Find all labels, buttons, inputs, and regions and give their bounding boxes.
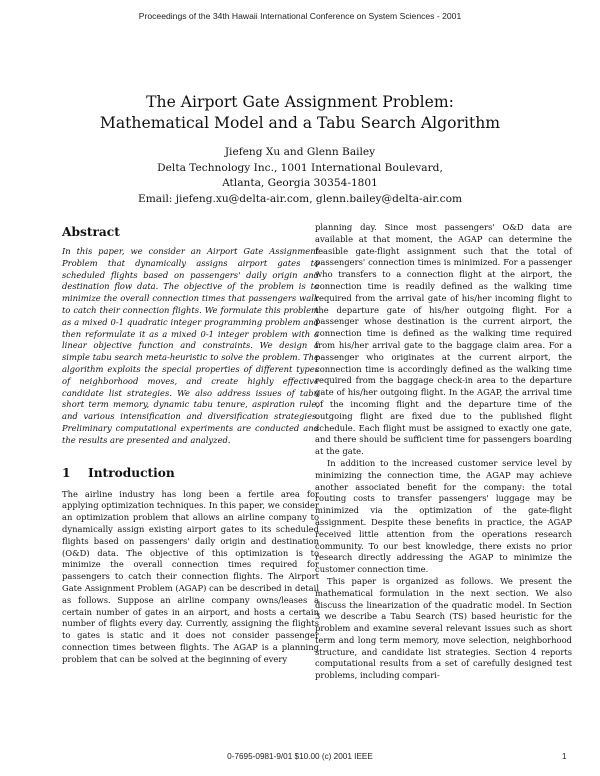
left-column xyxy=(62,222,319,666)
title-line-2: Mathematical Model and a Tabu Search Algorithm xyxy=(99,114,501,132)
author-address: Atlanta, Georgia 30354-1801 xyxy=(222,177,378,189)
author-email: Email: jiefeng.xu@delta-air.com, glenn.bailey@delta-air.com xyxy=(137,192,463,205)
author-block xyxy=(0,145,600,207)
intro-paragraph-1: The airline industry has long been a fertile area for applying optimization techniques. In this paper, we consider an optimization problem that allows an airline company to dynamically assign existing airport gates to its scheduled flights based on passengers' daily origin and destination (O&D) data. The objective of this optimization is to minimize the overall connection times required for passengers to catch their connection flights. The Airport Gate Assignment Problem (AGAP) can be described in detail as follows. Suppose an airline company owns/leases a certain number of gates in an airport, and hosts a certain number of flights every day. Currently, assigning the flights to gates is static and it does not consider passenger connection times between flights. The AGAP is a planning problem that can be solved at the beginning of every xyxy=(62,488,319,664)
section-heading xyxy=(62,465,319,481)
proceedings-header: Proceedings of the 34th Hawaii International Conference on System Sciences - 2001 xyxy=(138,11,462,21)
intro-paragraph-4: This paper is organized as follows. We present the mathematical formulation in the next section. We also discuss the linearization of the quadratic model. In Section 3 we describe a Tabu Search (TS) based heuristic for the problem and examine several relevant issues such as short term and long term memory, move selection, neighborhood structure, and candidate list strategies. Section 4 reports computational results from a set of carefully designed test problems, including compari- xyxy=(315,575,572,681)
intro-paragraph-2: planning day. Since most passengers' O&D data are available at that moment, the AGAP can determine the feasible gate-flight assignment such that the total of passengers' connection times is minimized. For a passenger who transfers to a connection flight at the airport, the connection time is readily defined as the walking time required from the arrival gate of his/her incoming flight to the departure gate of his/her outgoing flight. For a passenger whose destination is the current airport, the connection time is defined as the walking time required from his/her arrival gate to the baggage claim area. For a passenger who originates at the current airport, the connection time is accordingly defined as the walking time required from the baggage check-in area to the departure gate of his/her outgoing flight. In the AGAP, the arrival time of the incoming flight and the departure time of the outgoing flight are fixed due to the published flight schedule. Each flight must be assigned to exactly one gate, and there should be sufficient time for passengers boarding at the gate. xyxy=(315,222,572,457)
title-line-1: The Airport Gate Assignment Problem: xyxy=(146,93,454,111)
abstract-text: In this paper, we consider an Airport Gate Assignment Problem that dynamically assigns airport gates to scheduled flights based on passengers' daily origin and destination flow data. The objective of the problem is to minimize the overall connection times that passengers walk to catch their connection flights. We formulate this problem as a mixed 0-1 quadratic integer programming problem and then reformulate it as a mixed 0-1 integer problem with a linear objective function and constraints. We design a simple tabu search meta-heuristic to solve the problem. The algorithm exploits the special properties of different types of neighborhood moves, and create highly effective candidate list strategies. We also address issues of tabu short term memory, dynamic tabu tenure, aspiration rule, and various intensification and diversification strategies. Preliminary computational experiments are conducted and the results are presented and analyzed. xyxy=(62,246,319,445)
section-number: 1 xyxy=(62,465,71,480)
copyright-footer: 0-7695-0981-9/01 $10.00 (c) 2001 IEEE xyxy=(227,752,373,761)
section-title: Introduction xyxy=(88,465,175,480)
abstract-heading: Abstract xyxy=(62,225,120,239)
right-column xyxy=(315,222,572,682)
page-number: 1 xyxy=(562,752,567,761)
author-names: Jiefeng Xu and Glenn Bailey xyxy=(224,146,376,158)
author-affiliation: Delta Technology Inc., 1001 International Boulevard, xyxy=(157,161,443,174)
paper-title xyxy=(0,92,600,134)
intro-paragraph-3: In addition to the increased customer service level by minimizing the connection time, the AGAP may achieve another associated benefit for the company: the total routing costs to transfer passengers' luggage may be minimized via the optimization of the gate-flight assignment. Despite these benefits in practice, the AGAP received little attention from the operations research community. To our best knowledge, there exists no prior research directly addressing the AGAP to minimize the customer connection time. xyxy=(315,457,572,575)
